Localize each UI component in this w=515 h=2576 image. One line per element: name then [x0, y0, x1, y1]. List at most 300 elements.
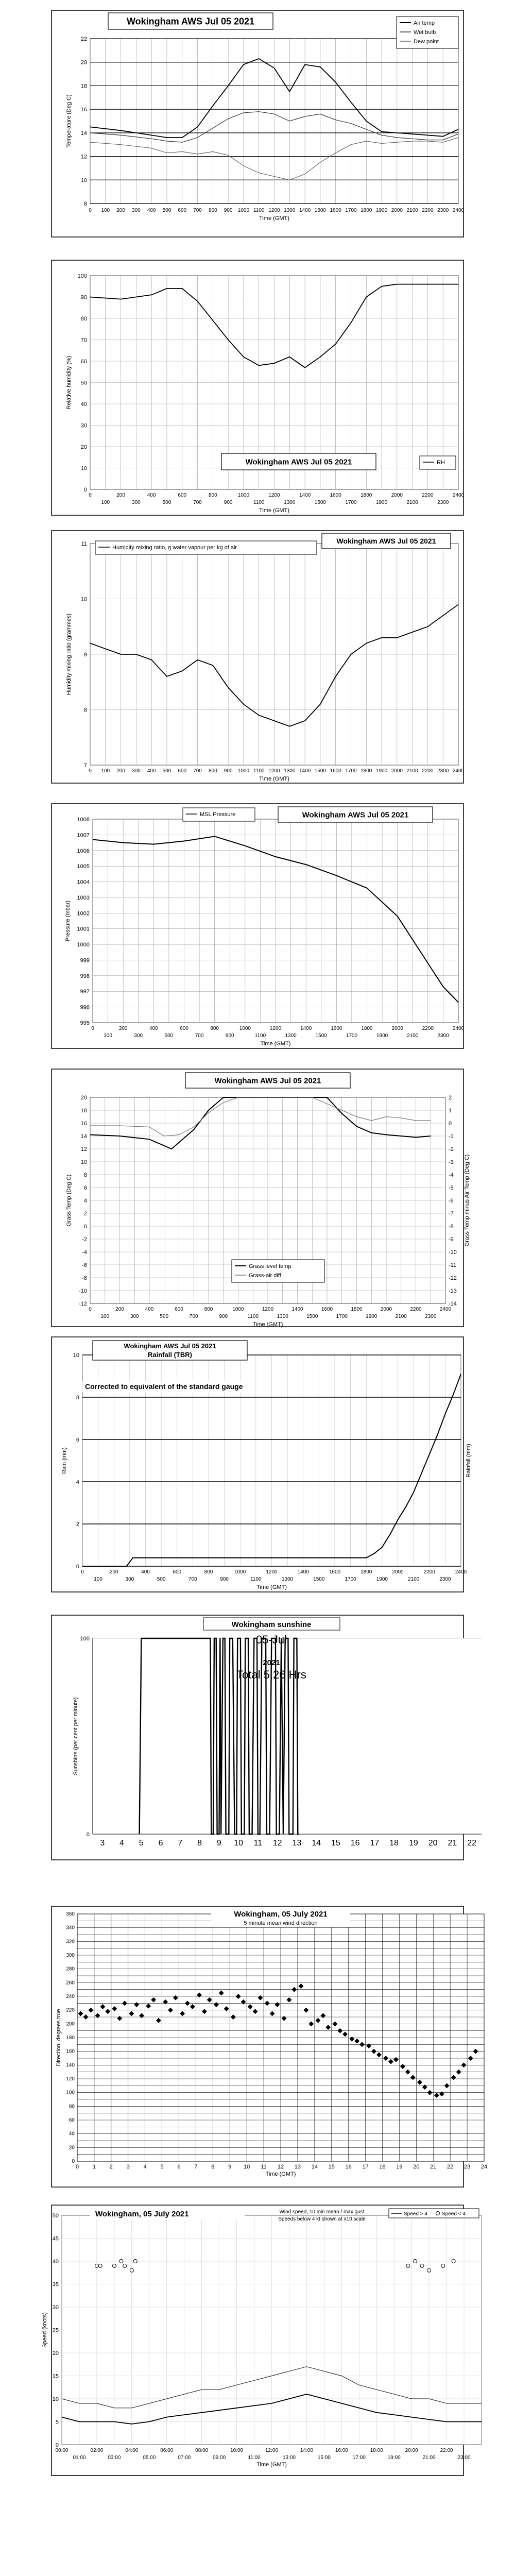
x-tick-label: 1000	[234, 1569, 246, 1575]
x-tick-label: 16	[345, 2164, 352, 2170]
y-tick-label: -2	[82, 1236, 87, 1243]
x-tick-label: 900	[219, 1314, 228, 1319]
y-tick-label: 70	[80, 337, 87, 344]
x-tick-label: 4	[143, 2164, 147, 2170]
x-axis-label: Time (GMT)	[256, 1584, 287, 1590]
x-tick-label: 1400	[297, 1569, 309, 1575]
x-tick-label: 500	[162, 768, 171, 774]
x-axis-label: Time (GMT)	[252, 1321, 283, 1328]
x-tick-label: 2400	[452, 493, 465, 498]
x-tick-label: 200	[115, 1307, 124, 1312]
x-tick-label: 1	[92, 2164, 96, 2170]
x-tick-label: 23	[464, 2164, 471, 2170]
y-tick-label: 300	[66, 1953, 75, 1958]
y-tick-label: -6	[82, 1262, 87, 1268]
x-tick-label: 400	[147, 208, 156, 213]
x-tick-label: 11:00	[248, 2455, 261, 2461]
x-tick-label: 700	[189, 1314, 198, 1319]
x-tick-label: 2100	[395, 1314, 407, 1319]
x-tick-label: 2400	[439, 1307, 452, 1312]
x-tick-label: 900	[220, 1577, 229, 1582]
low-speed-point	[123, 2264, 127, 2267]
y-tick-label-right: -14	[449, 1301, 457, 1307]
plot-area	[93, 1638, 482, 1834]
x-axis-label: Time (GMT)	[256, 2462, 287, 2468]
x-tick-label: 3	[126, 2164, 130, 2170]
x-tick-label: 16:00	[335, 2448, 348, 2453]
x-tick-label: 600	[173, 1569, 182, 1575]
x-tick-label: 04:00	[125, 2448, 139, 2453]
y-tick-label-right: -9	[449, 1236, 454, 1243]
y-tick-label: 280	[66, 1966, 75, 1972]
y-tick-label-right: -8	[449, 1224, 454, 1230]
x-tick-label: 0	[89, 768, 92, 774]
y-axis-label: Temperature (Deg C)	[66, 94, 72, 148]
x-tick-label: 2000	[391, 208, 403, 213]
x-tick-label: 200	[116, 768, 125, 774]
legend-label: Humidity mixing ratio, g water vapour per kg of air	[112, 545, 237, 551]
x-tick-label: 700	[195, 1033, 204, 1039]
x-tick-label: 0	[89, 1307, 92, 1312]
chart-year: 2021	[263, 1658, 280, 1667]
x-tick-label: 1000	[237, 493, 250, 498]
y-axis-label: Humidity mixing ratio (grammes)	[66, 613, 72, 696]
x-tick-label: 06:00	[160, 2448, 174, 2453]
x-tick-label: 2000	[392, 1569, 404, 1575]
x-tick-label: 1500	[314, 768, 326, 774]
legend-label: Dew point	[414, 39, 439, 45]
y-tick-label: 20	[80, 59, 87, 66]
x-tick-label: 22	[467, 1839, 477, 1848]
x-tick-label: 1600	[330, 208, 341, 213]
x-tick-label: 17	[362, 2164, 369, 2170]
x-tick-label: 800	[204, 1307, 213, 1312]
x-tick-label: 2000	[391, 1026, 403, 1031]
x-tick-label: 100	[104, 1033, 112, 1039]
x-tick-label: 2100	[407, 1033, 419, 1039]
x-tick-label: 900	[225, 1033, 234, 1039]
x-tick-label: 19	[396, 2164, 403, 2170]
y-tick-label: 10	[52, 2396, 59, 2402]
y-tick-label: 9	[83, 652, 87, 658]
y-axis-label: Speed (knots)	[42, 2312, 48, 2348]
y-tick-label: 1002	[77, 910, 90, 917]
low-speed-point	[112, 2264, 116, 2267]
x-tick-label: 800	[210, 1026, 219, 1031]
y-axis-label: Rainfall (mm)	[466, 1444, 472, 1478]
y-tick-label-right: -10	[449, 1249, 457, 1256]
x-tick-label: 100	[101, 500, 110, 505]
x-tick-label: 1200	[268, 208, 280, 213]
y-tick-label: 30	[52, 2304, 59, 2311]
chart-note: Speeds below 4 kt shown at x10 scale	[278, 2216, 366, 2222]
x-tick-label: 300	[130, 1314, 139, 1319]
low-speed-point	[413, 2260, 417, 2263]
y-tick-label: 0	[72, 2159, 75, 2164]
x-tick-label: 1200	[268, 768, 280, 774]
chart-annotation: Corrected to equivalent of the standard gauge	[85, 1382, 243, 1391]
y-tick-label-right: -7	[449, 1211, 454, 1217]
chart-subtitle: Rainfall (TBR)	[148, 1351, 192, 1359]
chart-title: Wokingham AWS Jul 05 2021	[336, 536, 436, 545]
y-tick-label: 100	[66, 2090, 75, 2096]
y-tick-label: 8	[83, 1172, 87, 1178]
x-tick-label: 1100	[250, 1577, 262, 1582]
y-tick-label: 10	[80, 177, 87, 184]
y-tick-label: 160	[66, 2048, 75, 2055]
x-tick-label: 400	[147, 493, 156, 498]
y-tick-label: 999	[80, 957, 90, 964]
y-tick-label-right: 1	[449, 1108, 452, 1114]
low-speed-point	[95, 2264, 98, 2267]
x-tick-label: 2300	[437, 208, 449, 213]
legend-label: Grass-air diff	[249, 1273, 281, 1279]
y-tick-label-right: 0	[449, 1121, 452, 1127]
y-tick-label: 0	[83, 487, 87, 493]
legend-label: Wet bulb	[414, 29, 436, 36]
x-tick-label: 23:00	[457, 2455, 471, 2461]
y-tick-label: 10	[73, 1352, 79, 1359]
x-tick-label: 9	[216, 1839, 221, 1848]
x-tick-label: 8	[211, 2164, 215, 2170]
x-tick-label: 200	[109, 1569, 118, 1575]
y-axis-label: Rain (mm)	[61, 1447, 67, 1474]
x-tick-label: 2400	[452, 768, 465, 774]
y-tick-label: 40	[80, 401, 87, 408]
y-tick-label: 180	[66, 2035, 75, 2041]
legend-swatch	[436, 2212, 440, 2215]
y-tick-label: 997	[80, 989, 90, 995]
x-tick-label: 20	[428, 1839, 438, 1848]
x-tick-label: 300	[132, 208, 141, 213]
x-tick-label: 2400	[452, 1026, 465, 1031]
y-tick-label: 8	[76, 1395, 79, 1401]
x-tick-label: 12	[272, 1839, 282, 1848]
y-tick-label: 80	[68, 2104, 75, 2110]
x-tick-label: 1300	[285, 1033, 297, 1039]
x-tick-label: 700	[188, 1577, 197, 1582]
chart-subtitle: 5 minute mean wind direction	[244, 1920, 318, 1926]
y-axis-label: Sunshine (per cent per minute)	[73, 1697, 79, 1775]
chart-total: Total 5.26 Hrs	[236, 1668, 306, 1681]
x-tick-label: 4	[119, 1839, 125, 1848]
legend-label: MSL Pressure	[200, 811, 236, 818]
y-tick-label: 1007	[77, 832, 90, 839]
x-tick-label: 11	[261, 2164, 267, 2170]
x-tick-label: 10:00	[230, 2448, 244, 2453]
x-tick-label: 14	[312, 1839, 321, 1848]
x-tick-label: 500	[162, 500, 171, 505]
x-tick-label: 100	[100, 1314, 110, 1319]
x-tick-label: 300	[132, 500, 141, 505]
x-tick-label: 05:00	[143, 2455, 156, 2461]
x-tick-label: 1800	[360, 768, 372, 774]
x-tick-label: 2100	[406, 208, 418, 213]
x-tick-label: 1900	[366, 1314, 377, 1319]
x-tick-label: 200	[116, 208, 125, 213]
x-tick-label: 400	[149, 1026, 158, 1031]
x-tick-label: 1800	[360, 493, 372, 498]
y-axis-label: Direction, degrees true	[56, 2009, 62, 2066]
x-tick-label: 800	[208, 208, 217, 213]
x-tick-label: 700	[193, 500, 202, 505]
chart-title: Wokingham AWS Jul 05 2021	[126, 16, 255, 27]
y-tick-label: 120	[66, 2076, 75, 2082]
x-tick-label: 3	[100, 1839, 105, 1848]
low-speed-point	[452, 2260, 455, 2263]
x-tick-label: 2300	[437, 500, 449, 505]
x-tick-label: 1400	[299, 208, 311, 213]
x-tick-label: 1700	[346, 1033, 358, 1039]
legend-label: Grass level temp	[249, 1263, 291, 1269]
x-tick-label: 1900	[375, 208, 388, 213]
x-tick-label: 2200	[422, 208, 434, 213]
x-tick-label: 19	[408, 1839, 418, 1848]
x-axis-label: Time (GMT)	[259, 507, 289, 514]
y-axis-label: Relative humidity (%)	[66, 355, 72, 410]
x-tick-label: 24	[480, 2164, 488, 2170]
x-tick-label: 600	[178, 208, 187, 213]
y-tick-label-right: -11	[449, 1262, 457, 1268]
legend-label: Speed < 4	[442, 2211, 466, 2217]
x-tick-label: 1300	[284, 768, 296, 774]
y-tick-label: 4	[76, 1479, 79, 1485]
y-tick-label: 20	[68, 2145, 75, 2151]
x-tick-label: 1800	[360, 1569, 372, 1575]
x-tick-label: 1200	[269, 1026, 282, 1031]
low-speed-point	[427, 2268, 431, 2272]
x-tick-label: 1900	[375, 768, 388, 774]
chart-title: Wokingham AWS Jul 05 2021	[302, 810, 409, 820]
x-tick-label: 20:00	[405, 2448, 418, 2453]
x-tick-label: 1100	[253, 500, 265, 505]
y-tick-label: 40	[52, 2259, 59, 2265]
low-speed-point	[133, 2260, 137, 2263]
y-tick-label: 11	[81, 541, 87, 547]
y-tick-label: 0	[55, 2442, 59, 2448]
x-tick-label: 1600	[330, 768, 341, 774]
y-tick-label: 80	[80, 316, 87, 322]
x-tick-label: 1800	[361, 1026, 373, 1031]
y-tick-label: 15	[52, 2373, 59, 2380]
x-tick-label: 0	[91, 1026, 94, 1031]
x-tick-label: 100	[101, 768, 110, 774]
y-tick-label: 18	[80, 1108, 87, 1114]
x-tick-label: 5	[139, 1839, 144, 1848]
y-tick-label-right: 2	[449, 1095, 452, 1101]
x-tick-label: 1400	[299, 768, 311, 774]
x-tick-label: 5	[160, 2164, 164, 2170]
x-tick-label: 10	[244, 2164, 250, 2170]
x-tick-label: 1400	[291, 1307, 303, 1312]
x-tick-label: 300	[132, 768, 141, 774]
x-tick-label: 1600	[321, 1307, 333, 1312]
x-tick-label: 21	[448, 1839, 457, 1848]
y-tick-label: 200	[66, 2021, 75, 2027]
low-speed-point	[441, 2264, 445, 2267]
x-tick-label: 1300	[284, 208, 296, 213]
chart-title: Wokingham AWS Jul 05 2021	[124, 1342, 216, 1350]
chart-title: Wokingham AWS Jul 05 2021	[214, 1076, 321, 1086]
x-tick-label: 13:00	[282, 2455, 296, 2461]
x-tick-label: 1700	[345, 208, 357, 213]
x-tick-label: 1500	[315, 1033, 327, 1039]
y-tick-label: 0	[86, 1832, 90, 1838]
x-tick-label: 00:00	[55, 2448, 68, 2453]
x-tick-label: 1500	[313, 1577, 325, 1582]
y-tick-label: 10	[80, 465, 87, 472]
x-tick-label: 2300	[437, 1033, 449, 1039]
y-tick-label: 8	[83, 201, 87, 207]
x-tick-label: 11	[253, 1839, 263, 1848]
x-tick-label: 18:00	[370, 2448, 383, 2453]
y-tick-label: 20	[52, 2350, 59, 2357]
x-tick-label: 2400	[455, 1569, 467, 1575]
x-tick-label: 100	[94, 1577, 102, 1582]
x-tick-label: 1000	[237, 768, 250, 774]
x-tick-label: 09:00	[213, 2455, 226, 2461]
legend-label: Air temp	[414, 20, 435, 26]
y-tick-label: 1003	[77, 894, 90, 901]
x-tick-label: 16	[350, 1839, 360, 1848]
y-tick-label: 1001	[77, 926, 90, 933]
x-tick-label: 2000	[391, 493, 403, 498]
y-tick-label: 1000	[77, 942, 90, 948]
y-axis-label: Grass Temp minus Air Temp (Deg C)	[464, 1154, 470, 1247]
x-tick-label: 21	[430, 2164, 437, 2170]
x-tick-label: 2100	[406, 768, 418, 774]
y-tick-label: 20	[80, 444, 87, 450]
chart-subtitle: 05-Jul	[256, 1633, 287, 1646]
x-tick-label: 02:00	[90, 2448, 104, 2453]
x-tick-label: 600	[180, 1026, 188, 1031]
x-tick-label: 2300	[437, 768, 449, 774]
y-tick-label: 10	[80, 596, 87, 603]
x-tick-label: 900	[224, 768, 233, 774]
x-tick-label: 900	[224, 500, 233, 505]
y-tick-label: -8	[82, 1275, 87, 1281]
x-tick-label: 0	[89, 493, 92, 498]
chart-title: Wokingham AWS Jul 05 2021	[245, 457, 352, 467]
x-tick-label: 1500	[314, 208, 326, 213]
chart-title: Wokingham, 05 July 2021	[234, 1910, 328, 1919]
x-tick-label: 22	[447, 2164, 454, 2170]
x-tick-label: 9	[228, 2164, 232, 2170]
x-tick-label: 2300	[439, 1577, 451, 1582]
y-tick-label: 0	[83, 1224, 87, 1230]
x-tick-label: 1500	[306, 1314, 318, 1319]
x-tick-label: 1600	[330, 493, 341, 498]
x-tick-label: 1500	[314, 500, 326, 505]
x-tick-label: 500	[157, 1577, 166, 1582]
legend-label: RH	[437, 460, 445, 466]
x-tick-label: 18	[379, 2164, 386, 2170]
y-tick-label: -10	[79, 1288, 87, 1294]
x-tick-label: 300	[125, 1577, 134, 1582]
x-tick-label: 13	[292, 1839, 302, 1848]
y-tick-label: 16	[80, 107, 87, 113]
x-tick-label: 1400	[300, 1026, 312, 1031]
chart-title: Wokingham, 05 July 2021	[95, 2210, 189, 2218]
x-tick-label: 1100	[253, 768, 265, 774]
legend-label: Speed > 4	[404, 2211, 427, 2217]
y-tick-label: 16	[80, 1121, 87, 1127]
x-axis-label: Time (GMT)	[259, 215, 289, 222]
y-tick-label: 12	[80, 154, 87, 160]
y-tick-label: 35	[52, 2281, 59, 2288]
x-tick-label: 10	[234, 1839, 244, 1848]
x-tick-label: 1200	[266, 1569, 278, 1575]
x-tick-label: 700	[193, 208, 202, 213]
x-tick-label: 12:00	[265, 2448, 279, 2453]
x-tick-label: 1800	[351, 1307, 363, 1312]
x-tick-label: 1900	[376, 1577, 388, 1582]
x-tick-label: 07:00	[178, 2455, 191, 2461]
x-tick-label: 8	[197, 1839, 202, 1848]
x-tick-label: 1600	[329, 1569, 341, 1575]
x-tick-label: 0	[75, 2164, 79, 2170]
x-tick-label: 15	[331, 1839, 340, 1848]
y-tick-label: 14	[80, 1133, 87, 1140]
x-tick-label: 0	[81, 1569, 84, 1575]
x-tick-label: 03:00	[108, 2455, 121, 2461]
x-tick-label: 2200	[422, 1026, 434, 1031]
x-tick-label: 400	[141, 1569, 150, 1575]
x-tick-label: 500	[164, 1033, 174, 1039]
x-tick-label: 1300	[277, 1314, 288, 1319]
y-tick-label-right: -4	[449, 1172, 454, 1178]
x-tick-label: 1800	[360, 208, 372, 213]
x-tick-label: 800	[204, 1569, 213, 1575]
x-tick-label: 1700	[345, 500, 357, 505]
x-tick-label: 7	[194, 2164, 198, 2170]
x-tick-label: 1300	[284, 500, 296, 505]
y-tick-label: 60	[68, 2117, 75, 2123]
x-tick-label: 1000	[232, 1307, 244, 1312]
y-tick-label: 18	[80, 83, 87, 90]
x-tick-label: 2	[109, 2164, 113, 2170]
y-tick-label: 45	[52, 2235, 59, 2242]
x-tick-label: 14:00	[300, 2448, 313, 2453]
x-tick-label: 1400	[299, 493, 311, 498]
y-tick-label: 40	[68, 2131, 75, 2137]
y-tick-label: 30	[80, 422, 87, 429]
x-tick-label: 2000	[391, 768, 403, 774]
x-tick-label: 1000	[237, 208, 250, 213]
y-tick-label: 320	[66, 1939, 75, 1945]
y-tick-label: 240	[66, 1994, 75, 1999]
x-tick-label: 2200	[422, 768, 434, 774]
x-tick-label: 1600	[331, 1026, 342, 1031]
y-tick-label: 100	[80, 1636, 90, 1642]
x-tick-label: 12	[277, 2164, 284, 2170]
y-tick-label-right: -13	[449, 1288, 457, 1294]
y-tick-label: 10	[80, 1159, 87, 1165]
y-tick-label: 1004	[77, 879, 90, 886]
x-axis-label: Time (GMT)	[259, 776, 289, 782]
x-tick-label: 200	[116, 493, 125, 498]
chart-title: Wokingham sunshine	[231, 1620, 312, 1629]
x-tick-label: 7	[178, 1839, 183, 1848]
y-tick-label: 1006	[77, 848, 90, 854]
low-speed-point	[420, 2264, 424, 2267]
low-speed-point	[119, 2260, 123, 2263]
x-tick-label: 1200	[262, 1307, 274, 1312]
y-tick-label: 100	[77, 273, 87, 279]
y-axis-label: Grass Temp (Deg C)	[66, 1174, 72, 1227]
y-tick-label: 340	[66, 1925, 75, 1931]
x-tick-label: 400	[147, 768, 156, 774]
